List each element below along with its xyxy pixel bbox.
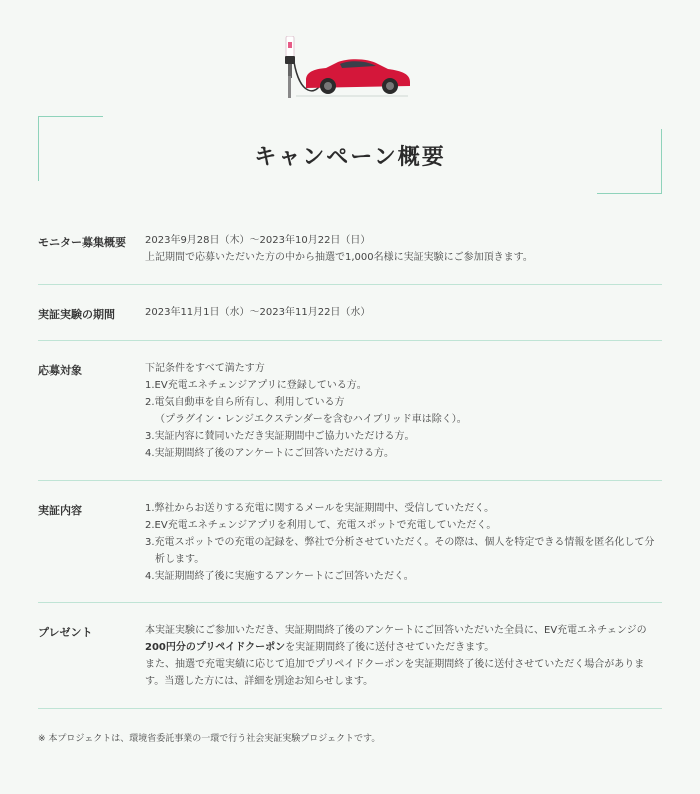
section-body (145, 500, 662, 585)
ev-charging-car-icon (276, 36, 416, 102)
section-label: 実証実験の期間 (38, 308, 115, 321)
section-line: 上記期間で応募いただいた方の中から抽選で1,000名様に実証実験にご参加頂きます。 (145, 252, 533, 263)
section-line: また、抽選で充電実績に応じて追加でプリペイドクーポンを実証期間終了後に送付させていただく場合があります。当選した方には、詳細を別途お知らせします。 (145, 659, 645, 687)
hero-illustration (0, 0, 700, 110)
section-recruitment (38, 222, 662, 285)
section-line: 3.充電スポットでの充電の記録を、弊社で分析させていただく。その際は、個人を特定できる情報を匿名化して分析します。 (145, 537, 655, 565)
section-line: 2023年9月28日（木）～2023年10月22日（日） (145, 235, 371, 246)
section-line: 2.EV充電エネチェンジアプリを利用して、充電スポットで充電していただく。 (145, 520, 497, 531)
section-line: 4.実証期間終了後のアンケートにご回答いただける方。 (145, 448, 394, 459)
section-line: を実証期間終了後に送付させていただきます。 (285, 642, 495, 653)
section-content (38, 480, 662, 603)
footnote: ※ 本プロジェクトは、環境省委託事業の一環で行う社会実証実験プロジェクトです。 (38, 734, 381, 744)
section-label: モニター募集概要 (38, 236, 126, 249)
coupon-highlight: 200円分のプリペイドクーポン (145, 642, 286, 653)
section-eligibility (38, 340, 662, 481)
section-body (145, 232, 662, 266)
section-line: 本実証実験にご参加いただき、実証期間終了後のアンケートにご回答いただいた全員に、EV充電エネチェンジの (145, 625, 647, 636)
section-line: 2023年11月1日（水）～2023年11月22日（水） (145, 307, 371, 318)
section-paragraph (145, 622, 662, 656)
section-body (145, 360, 662, 462)
section-line: 2.電気自動車を自ら所有し、利用している方 (145, 397, 345, 408)
section-label: 実証内容 (38, 504, 82, 517)
section-line: （プラグイン・レンジエクステンダーを含むハイブリッド車は除く）。 (155, 414, 467, 425)
page-title: キャンペーン概要 (254, 145, 446, 170)
section-line: 1.弊社からお送りする充電に関するメールを実証期間中、受信していただく。 (145, 503, 495, 514)
section-line: 下記条件をすべて満たす方 (145, 363, 265, 374)
section-body (145, 304, 662, 321)
section-line: 4.実証期間終了後に実施するアンケートにご回答いただく。 (145, 571, 414, 582)
title-frame (38, 116, 662, 194)
section-period (38, 284, 662, 341)
section-line: 1.EV充電エネチェンジアプリに登録している方。 (145, 380, 367, 391)
section-label: プレゼント (38, 626, 93, 639)
section-label: 応募対象 (38, 364, 82, 377)
section-present (38, 602, 662, 709)
section-body (145, 622, 662, 690)
section-line: 3.実証内容に賛同いただき実証期間中ご協力いただける方。 (145, 431, 415, 442)
